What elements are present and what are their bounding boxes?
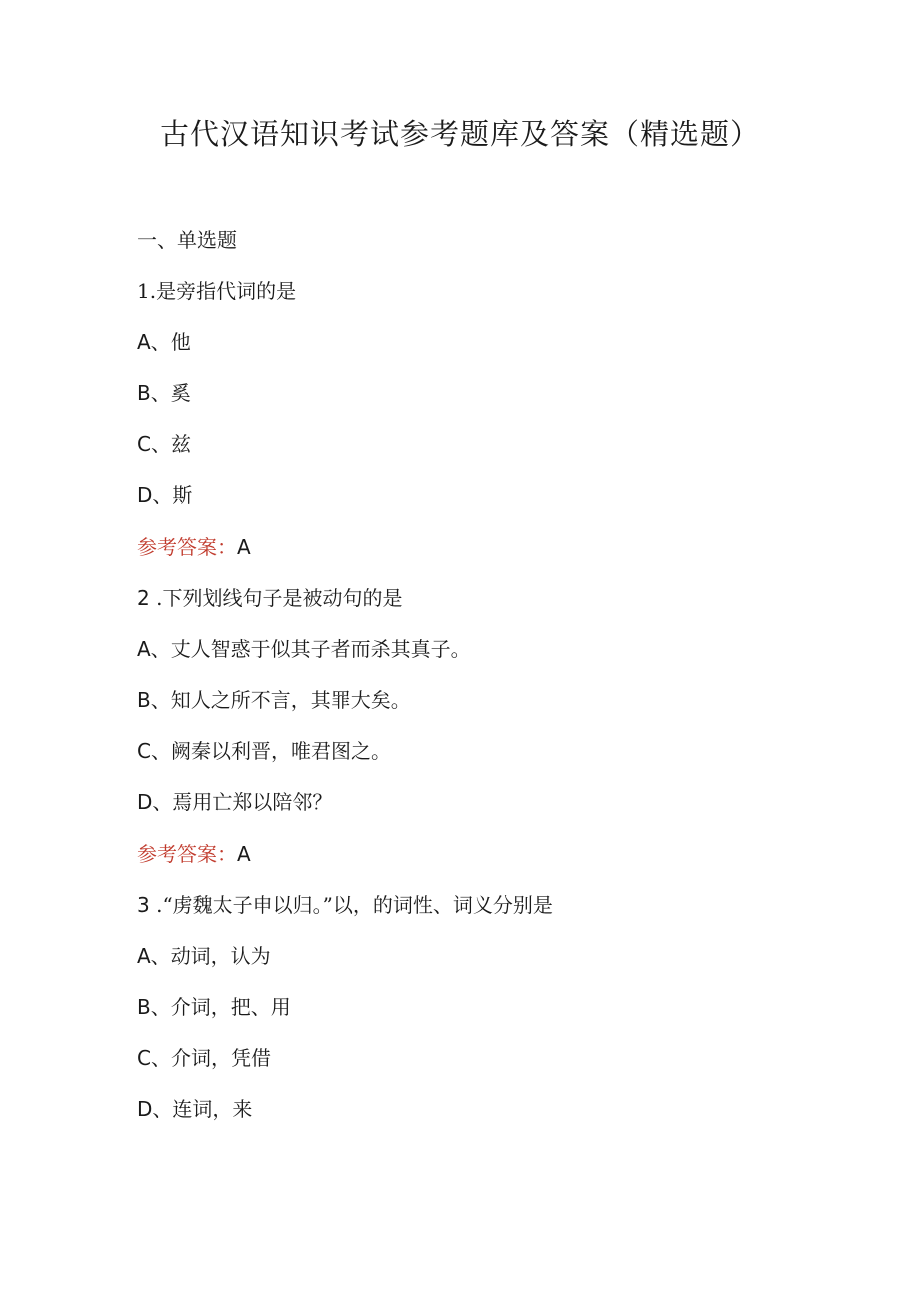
answer-value: A (237, 842, 251, 866)
option-letter: B、 (137, 381, 171, 405)
option-letter: B、 (137, 995, 171, 1019)
option-text: 斯 (172, 483, 193, 507)
option-text: 他 (170, 330, 191, 354)
option-letter: C、 (137, 739, 171, 763)
question-stem: 是旁指代词的是 (156, 279, 297, 303)
option-text: 介词，把、用 (170, 995, 291, 1019)
question-number: 1. (137, 279, 157, 303)
q2-option-a (137, 635, 471, 663)
answer-label: 参考答案： (137, 842, 237, 866)
option-letter: D、 (137, 790, 173, 814)
q1-option-a (137, 328, 191, 356)
answer-value: A (237, 535, 251, 559)
option-letter: A、 (137, 330, 171, 354)
q2-option-b (137, 686, 411, 714)
question-3 (137, 891, 553, 919)
question-2 (137, 584, 402, 612)
option-text: 奚 (170, 381, 191, 405)
q3-option-d (137, 1095, 252, 1123)
question-1 (137, 277, 296, 305)
q2-answer (137, 840, 251, 868)
option-text: 丈人智惑于似其子者而杀其真子。 (170, 637, 471, 661)
option-text: 动词，认为 (170, 944, 271, 968)
option-letter: A、 (137, 944, 171, 968)
answer-label: 参考答案： (137, 535, 237, 559)
option-text: 介词，凭借 (170, 1046, 271, 1070)
q1-option-b (137, 379, 191, 407)
option-letter: C、 (137, 1046, 171, 1070)
question-number: 2 (137, 586, 150, 610)
option-letter: D、 (137, 483, 173, 507)
option-letter: B、 (137, 688, 171, 712)
option-letter: A、 (137, 637, 171, 661)
q3-option-c (137, 1044, 271, 1072)
option-text: 连词，来 (172, 1097, 253, 1121)
option-text: 知人之所不言，其罪大矣。 (170, 688, 411, 712)
option-text: 焉用亡郑以陪邻？ (172, 790, 333, 814)
document-title: 古代汉语知识考试参考题库及答案（精选题） (159, 117, 760, 151)
q1-option-d (137, 481, 192, 509)
option-text: 兹 (170, 432, 191, 456)
q1-option-c (137, 430, 191, 458)
q2-option-c (137, 737, 391, 765)
q2-option-d (137, 788, 332, 816)
question-stem: .下列划线句子是被动句的是 (156, 586, 403, 610)
option-letter: C、 (137, 432, 171, 456)
q3-option-a (137, 942, 271, 970)
q1-answer (137, 533, 251, 561)
question-number: 3 (137, 893, 150, 917)
option-text: 阙秦以利晋，唯君图之。 (170, 739, 391, 763)
option-letter: D、 (137, 1097, 173, 1121)
q3-option-b (137, 993, 291, 1021)
question-stem: .“虏魏太子申以归。”以，的词性、词义分别是 (156, 893, 553, 917)
section-heading: 一、单选题 (137, 228, 237, 252)
